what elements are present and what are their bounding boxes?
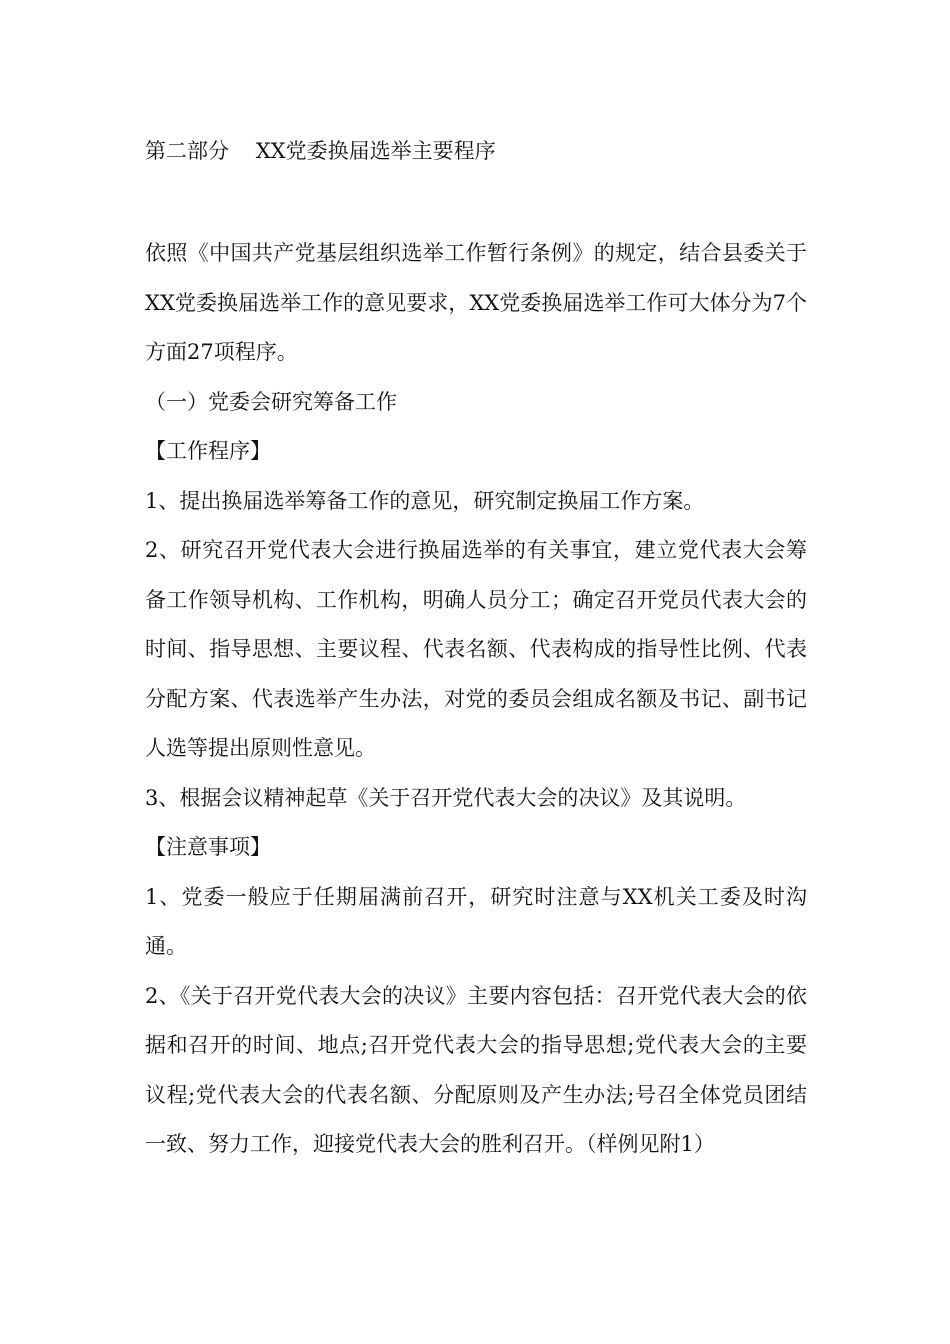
procedure-item-2: 2、研究召开党代表大会进行换届选举的有关事宜，建立党代表大会筹备工作领导机构、工作机构，明确人员分工；确定召开党员代表大会的时间、指导思想、主要议程、代表名额、代表构成的指导性比例、代表分配方案、代表选举产生办法，对党的委员会组成名额及书记、副书记人选等提出原则性意见。 <box>145 538 807 760</box>
document-title: 第二部分 XX党委换届选举主要程序 <box>145 139 496 163</box>
notes-heading: 【注意事项】 <box>145 835 271 859</box>
procedure-heading: 【工作程序】 <box>145 439 271 463</box>
section-heading: （一）党委会研究筹备工作 <box>145 389 397 414</box>
note-item-1: 1、党委一般应于任期届满前召开，研究时注意与XX机关工委及时沟通。 <box>145 884 807 958</box>
document-body <box>145 131 807 1170</box>
procedure-item-1: 1、提出换届选举筹备工作的意见，研究制定换届工作方案。 <box>145 488 705 513</box>
procedure-item-3: 3、根据会议精神起草《关于召开党代表大会的决议》及其说明。 <box>145 785 747 810</box>
intro-paragraph: 依照《中国共产党基层组织选举工作暂行条例》的规定，结合县委关于XX党委换届选举工作的意见要求，XX党委换届选举工作可大体分为7个方面27项程序。 <box>145 241 807 364</box>
note-item-2: 2、《关于召开党代表大会的决议》主要内容包括：召开党代表大会的依据和召开的时间、地点;召开党代表大会的指导思想;党代表大会的主要议程;党代表大会的代表名额、分配原则及产生办法;号召全体党员团结一致、努力工作，迎接党代表大会的胜利召开。（样例见附1） <box>145 983 807 1156</box>
